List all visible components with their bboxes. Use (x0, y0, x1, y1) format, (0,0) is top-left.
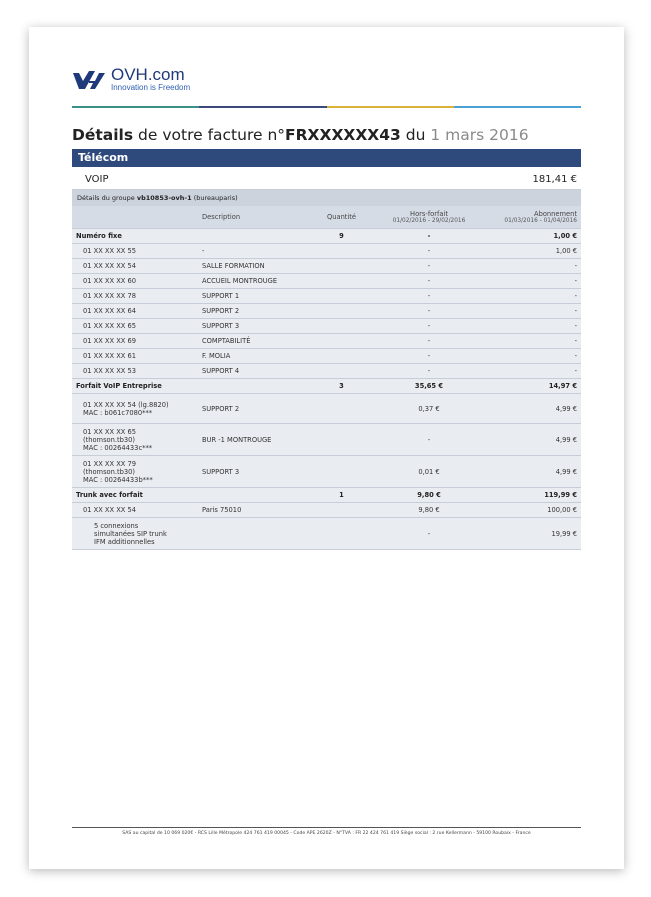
row-number: 01 XX XX XX 60 (72, 274, 198, 289)
footer-divider (72, 827, 581, 828)
row-hors: - (374, 349, 484, 364)
title-prefix: Détails (72, 126, 134, 144)
table-row (72, 259, 581, 274)
table-row (72, 319, 581, 334)
row-number: 01 XX XX XX 69 (72, 334, 198, 349)
row-mac: MAC : 00264433b*** (83, 475, 153, 484)
row-text-line: simultanées SIP trunk (94, 529, 167, 538)
table-row (72, 334, 581, 349)
row-hors: - (374, 334, 484, 349)
table-row (72, 289, 581, 304)
row-number (72, 518, 198, 550)
row-description: SUPPORT 3 (198, 456, 309, 488)
row-mac: MAC : b061c7080*** (83, 408, 153, 417)
invoice-date: 1 mars 2016 (430, 126, 529, 144)
group-row-hors: 35,65 € (374, 379, 484, 394)
row-description: SUPPORT 2 (198, 394, 309, 424)
group-row-qty: 3 (309, 379, 374, 394)
table-row (72, 364, 581, 379)
voip-amount: 181,41 € (532, 174, 577, 185)
row-description: SUPPORT 1 (198, 289, 309, 304)
table-row (72, 349, 581, 364)
group-row-hors: - (374, 229, 484, 244)
group-row-abo: 14,97 € (484, 379, 581, 394)
table-header (72, 206, 581, 229)
row-number-line: 01 XX XX XX 54 (lg.8820) (83, 400, 169, 409)
row-description: BUR -1 MONTROUGE (198, 424, 309, 456)
group-row (72, 379, 581, 394)
group-row (72, 488, 581, 503)
row-abo: - (484, 304, 581, 319)
row-abo: - (484, 334, 581, 349)
row-hors: - (374, 274, 484, 289)
row-number-line: 01 XX XX XX 65 (83, 427, 137, 436)
row-hors: - (374, 289, 484, 304)
row-abo: 4,99 € (484, 424, 581, 456)
header-description: Description (198, 206, 309, 229)
row-text-line: IFM additionnelles (94, 537, 155, 546)
row-number: 01 XX XX XX 54 (72, 503, 198, 518)
row-abo: 100,00 € (484, 503, 581, 518)
header-hors-forfait (374, 206, 484, 229)
row-hors: - (374, 304, 484, 319)
invoice-page (29, 27, 624, 869)
row-abo: - (484, 289, 581, 304)
header-quantite: Quantité (309, 206, 374, 229)
row-abo: - (484, 259, 581, 274)
row-hors: - (374, 244, 484, 259)
invoice-number: FRXXXXXX43 (285, 126, 401, 144)
table-row (72, 456, 581, 488)
table-row (72, 518, 581, 550)
row-number: 01 XX XX XX 54 (72, 259, 198, 274)
group-row-name: Numéro fixe (72, 229, 198, 244)
row-abo: 4,99 € (484, 456, 581, 488)
row-hors: - (374, 259, 484, 274)
logo-name: OVH.com (111, 65, 185, 84)
group-row-qty: 1 (309, 488, 374, 503)
row-number (72, 394, 198, 424)
row-description: COMPTABILITÉ (198, 334, 309, 349)
logo-tagline: Innovation is Freedom (111, 83, 191, 92)
title-du: du (400, 126, 431, 144)
row-hors: 0,37 € (374, 394, 484, 424)
invoice-title (72, 126, 529, 144)
voip-label: VOIP (85, 174, 109, 185)
row-number: 01 XX XX XX 61 (72, 349, 198, 364)
ovh-logo-icon (73, 69, 105, 91)
group-name: vb10853-ovh-1 (136, 194, 192, 202)
row-hors: - (374, 364, 484, 379)
row-abo: - (484, 274, 581, 289)
group-prefix: Détails du groupe (77, 194, 137, 202)
group-row-name: Forfait VoIP Entreprise (72, 379, 198, 394)
row-number (72, 456, 198, 488)
table-row (72, 304, 581, 319)
row-hors: - (374, 319, 484, 334)
row-number-line: 01 XX XX XX 79 (83, 459, 137, 468)
group-details (72, 190, 581, 206)
row-hors: - (374, 518, 484, 550)
header-hors-forfait-period: 01/02/2016 - 29/02/2016 (392, 218, 466, 224)
group-row-abo: 119,99 € (484, 488, 581, 503)
row-number: 01 XX XX XX 64 (72, 304, 198, 319)
row-description: SUPPORT 4 (198, 364, 309, 379)
row-hors: 0,01 € (374, 456, 484, 488)
header-abonnement-label: Abonnement (534, 210, 577, 218)
group-row-hors: 9,80 € (374, 488, 484, 503)
voip-summary (72, 169, 581, 190)
header-abonnement (484, 206, 581, 229)
table-row (72, 244, 581, 259)
row-hors: 9,80 € (374, 503, 484, 518)
row-model: (thomson.tb30) (83, 467, 136, 476)
row-abo: 19,99 € (484, 518, 581, 550)
group-suffix: (bureauparis) (191, 194, 238, 202)
row-description: - (198, 244, 309, 259)
group-row-abo: 1,00 € (484, 229, 581, 244)
row-number: 01 XX XX XX 55 (72, 244, 198, 259)
row-description (198, 518, 309, 550)
row-abo: - (484, 349, 581, 364)
header-abonnement-period: 01/03/2016 - 01/04/2016 (504, 218, 577, 224)
group-row-name: Trunk avec forfait (72, 488, 198, 503)
row-description: ACCUEIL MONTROUGE (198, 274, 309, 289)
title-middle: de votre facture n° (133, 126, 286, 144)
details-table (72, 206, 581, 550)
row-description: F. MOLIA (198, 349, 309, 364)
row-description: Paris 75010 (198, 503, 309, 518)
row-description: SUPPORT 3 (198, 319, 309, 334)
row-mac: MAC : 00264433c*** (83, 443, 153, 452)
row-number: 01 XX XX XX 65 (72, 319, 198, 334)
row-number (72, 424, 198, 456)
header-number (72, 206, 198, 229)
group-row (72, 229, 581, 244)
row-description: SUPPORT 2 (198, 304, 309, 319)
table-row (72, 424, 581, 456)
row-abo: - (484, 364, 581, 379)
color-stripe (72, 106, 581, 108)
row-abo: 1,00 € (484, 244, 581, 259)
table-row (72, 394, 581, 424)
row-abo: 4,99 € (484, 394, 581, 424)
header-hors-forfait-label: Hors-forfait (410, 210, 448, 218)
row-text-line: 5 connexions (94, 521, 139, 530)
table-row (72, 274, 581, 289)
section-header: Télécom (72, 149, 581, 167)
row-description: SALLE FORMATION (198, 259, 309, 274)
row-hors: - (374, 424, 484, 456)
footer-legal: SAS au capital de 10 069 020€ - RCS Lille Métropole 424 761 419 00045 - Code APE 2620Z - N°TVA : FR 22 424 761 419 Siège social : 2 rue Kellermann - 59100 Roubaix - France (122, 831, 531, 836)
row-number: 01 XX XX XX 78 (72, 289, 198, 304)
group-row-qty: 9 (309, 229, 374, 244)
row-abo: - (484, 319, 581, 334)
row-number: 01 XX XX XX 53 (72, 364, 198, 379)
table-row (72, 503, 581, 518)
row-model: (thomson.tb30) (83, 435, 136, 444)
